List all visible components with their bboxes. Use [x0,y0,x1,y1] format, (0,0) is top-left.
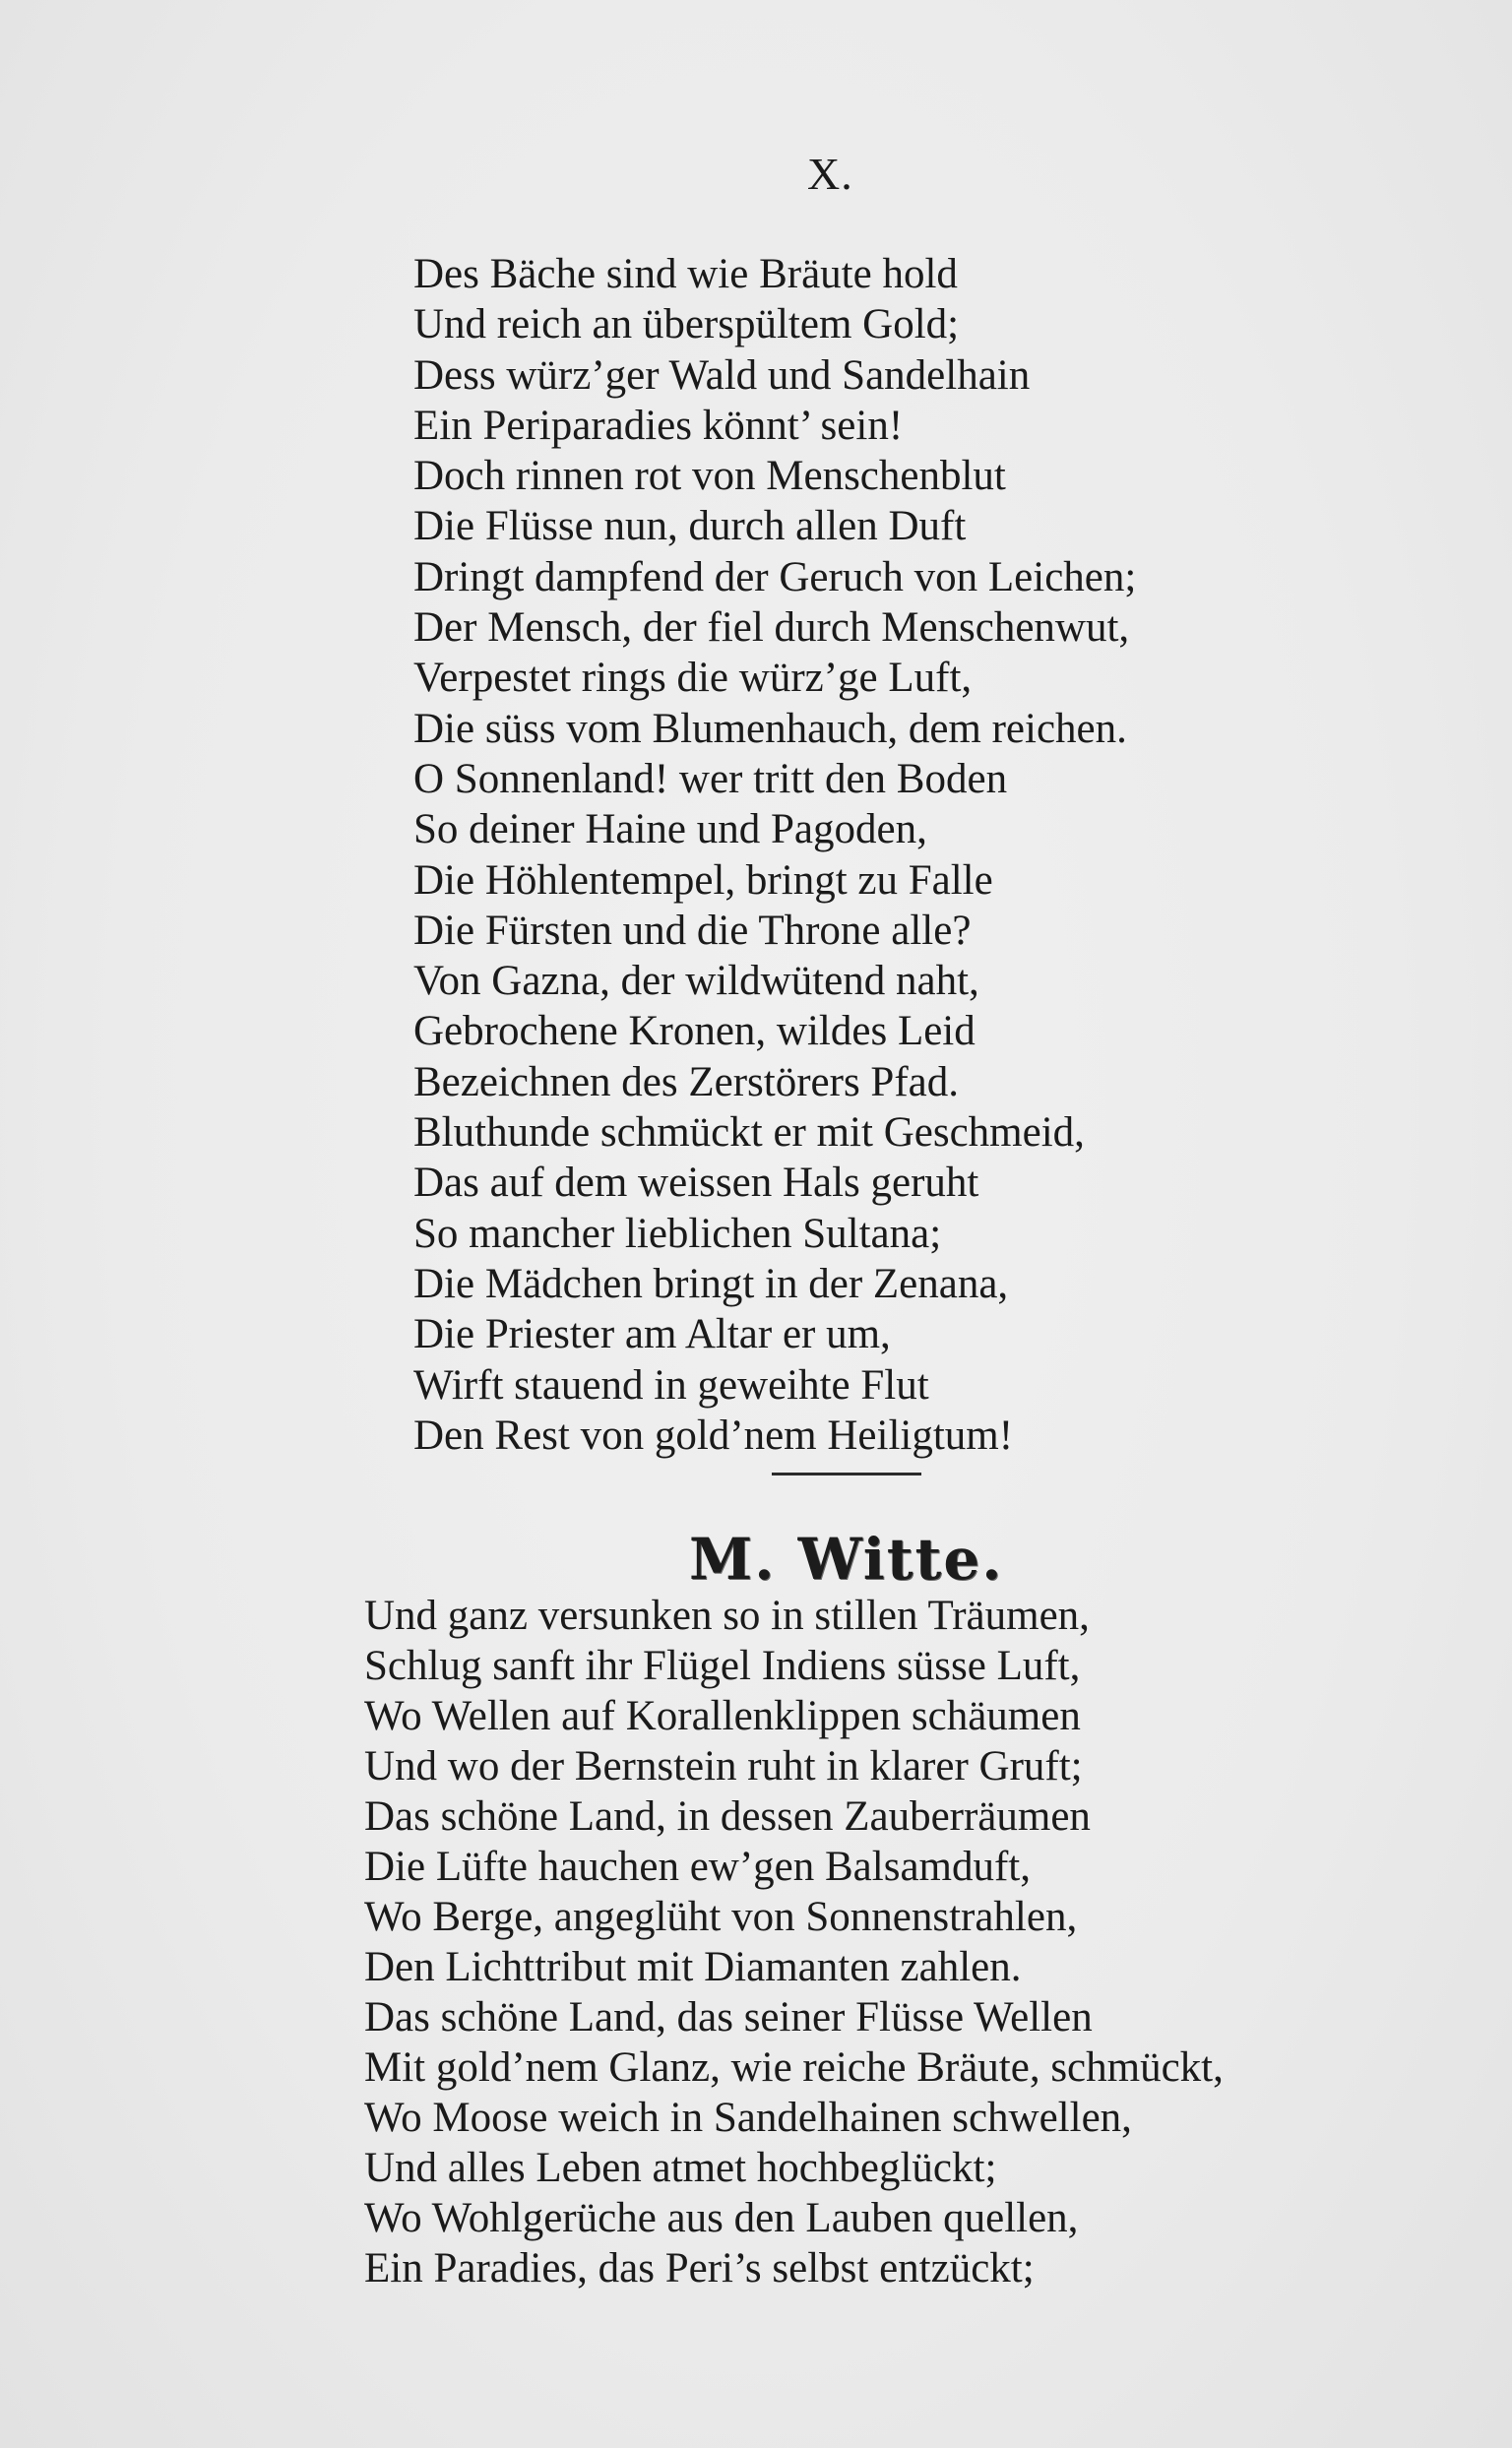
poem-two [364,1591,1224,2293]
poem-line: Die Flüsse nun, durch allen Duft [413,503,967,550]
poem-one [413,249,1136,1461]
poem-line: Die süss vom Blumenhauch, dem reichen. [413,705,1127,752]
poem-line: Die Fürsten und die Throne alle? [413,907,972,954]
section-numeral: X. [807,149,853,199]
poem-line: Den Rest von gold’nem Heiligtum! [413,1412,1014,1459]
poem-line: Von Gazna, der wildwütend naht, [413,958,979,1005]
poem-line: Die Lüfte hauchen ew’gen Balsamduft, [364,1844,1031,1890]
poem-line: Und wo der Bernstein ruht in klarer Gruft; [364,1743,1083,1789]
poem-line: Die Mädchen bringt in der Zenana, [413,1260,1009,1307]
poem-line: O Sonnenland! wer tritt den Boden [413,755,1008,802]
poem-line: Und reich an überspültem Gold; [413,301,960,348]
author-heading: M. Witte. [689,1526,1004,1593]
poem-line: So mancher lieblichen Sultana; [413,1210,942,1257]
poem-line: Mit gold’nem Glanz, wie reiche Bräute, schmückt, [364,2044,1224,2091]
poem-line: Des Bäche sind wie Bräute hold [413,251,958,297]
poem-line: Die Priester am Altar er um, [413,1311,891,1358]
poem-line: Ein Paradies, das Peri’s selbst entzückt; [364,2245,1035,2291]
poem-line: Bezeichnen des Zerstörers Pfad. [413,1058,960,1105]
poem-line: Verpestet rings die würz’ge Luft, [413,655,973,702]
section-divider [772,1473,921,1475]
poem-line: Und ganz versunken so in stillen Träumen, [364,1593,1090,1639]
poem-line: Dess würz’ger Wald und Sandelhain [413,351,1031,399]
poem-line: Das schöne Land, das seiner Flüsse Wellen [364,1994,1093,2040]
poem-line: Bluthunde schmückt er mit Geschmeid, [413,1109,1085,1157]
poem-line: Wo Berge, angeglüht von Sonnenstrahlen, [364,1894,1078,1940]
poem-line: So deiner Haine und Pagoden, [413,806,927,853]
poem-line: Gebrochene Kronen, wildes Leid [413,1008,976,1055]
poem-line: Wo Wellen auf Korallenklippen schäumen [364,1693,1081,1739]
poem-line: Ein Periparadies könnt’ sein! [413,402,904,449]
poem-line: Der Mensch, der fiel durch Menschenwut, [413,604,1130,652]
poem-line: Und alles Leben atmet hochbeglückt; [364,2145,997,2191]
poem-line: Wo Moose weich in Sandelhainen schwellen, [364,2095,1132,2141]
poem-line: Schlug sanft ihr Flügel Indiens süsse Luft, [364,1643,1081,1689]
poem-line: Das schöne Land, in dessen Zauberräumen [364,1793,1091,1840]
poem-line: Den Lichttribut mit Diamanten zahlen. [364,1944,1022,1990]
poem-line: Das auf dem weissen Hals geruht [413,1160,979,1207]
poem-line: Doch rinnen rot von Menschenblut [413,453,1006,500]
poem-line: Wirft stauend in geweihte Flut [413,1361,929,1409]
poem-line: Die Höhlentempel, bringt zu Falle [413,856,993,904]
poem-line: Dringt dampfend der Geruch von Leichen; [413,553,1137,600]
poem-line: Wo Wohlgerüche aus den Lauben quellen, [364,2195,1079,2241]
